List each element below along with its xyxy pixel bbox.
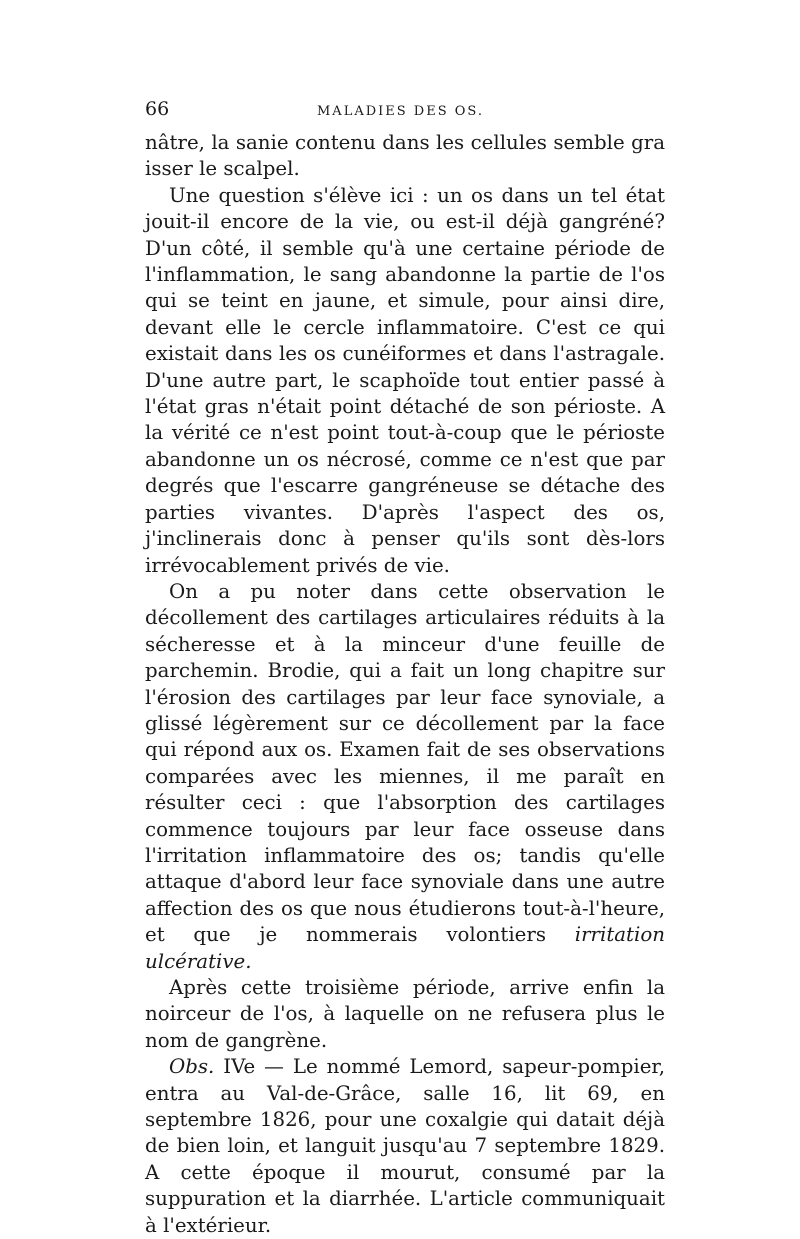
paragraph-text: Après cette troisième période, arrive enfin la noirceur de l'os, à laquelle on ne refusera plus le nom de gangrène. xyxy=(145,976,665,1052)
paragraph-text: IVe — Le nommé Lemord, sapeur-pompier, entra au Val-de-Grâce, salle 16, lit 69, en septembre 1826, pour une coxalgie qui datait déjà de bien loin, et languit jusqu'au 7 septembre 1829. A cette époque il mourut, consumé par la suppuration et la diarrhée. L'article communiquait à l'extérieur. xyxy=(145,1055,665,1237)
paragraph-text: On a pu noter dans cette observation le décollement des cartilages articulaires réduits à la sécheresse et à la minceur d'une feuille de parchemin. Brodie, qui a fait un long chapitre sur l'érosion des cartilages par leur face synoviale, a glissé légèrement sur ce décollement par la face qui répond aux os. Examen fait de ses observations comparées avec les miennes, il me paraît en résulter ceci : que l'absorption des cartilages commence toujours par leur face osseuse dans l'irritation inflammatoire des os; tandis qu'elle attaque d'abord leur face synoviale dans une autre affection des os que nous étudierons tout-à-l'heure, et que je nommerais volontiers xyxy=(145,579,665,947)
paragraph-question xyxy=(145,183,665,579)
paragraph-observation xyxy=(145,1054,665,1239)
book-page xyxy=(145,98,665,1239)
page-header xyxy=(145,98,665,130)
paragraph-text: Une question s'élève ici : un os dans un tel état jouit-il encore de la vie, ou est-il déjà gangréné? D'un côté, il semble qu'à une certaine période de l'inflammation, le sang abandonne la partie de l'os qui se teint en jaune, et simule, pour ainsi dire, devant elle le cercle inflammatoire. C'est ce qui existait dans les os cunéiformes et dans l'astragale. D'une autre part, le scaphoïde tout entier passé à l'état gras n'était point détaché de son périoste. A la vérité ce n'est point tout-à-coup que le périoste abandonne un os nécrosé, comme ce n'est que par degrés que l'escarre gangréneuse se détache des parties vivantes. D'après l'aspect des os, j'inclinerais donc à penser qu'ils sont dès-lors irrévocablement privés de vie. xyxy=(145,183,665,577)
body-text xyxy=(145,130,665,1239)
paragraph-gangrene xyxy=(145,975,665,1054)
paragraph-cartilages xyxy=(145,579,665,975)
paragraph-text: nâtre, la sanie contenu dans les cellules semble gra isser le scalpel. xyxy=(145,131,665,181)
paragraph-continuation xyxy=(145,130,665,183)
running-title: MALADIES DES OS. xyxy=(317,104,484,119)
obs-label: Obs. xyxy=(169,1055,215,1079)
italic-term: irritation ulcérative. xyxy=(145,923,665,973)
page-number: 66 xyxy=(145,98,170,120)
